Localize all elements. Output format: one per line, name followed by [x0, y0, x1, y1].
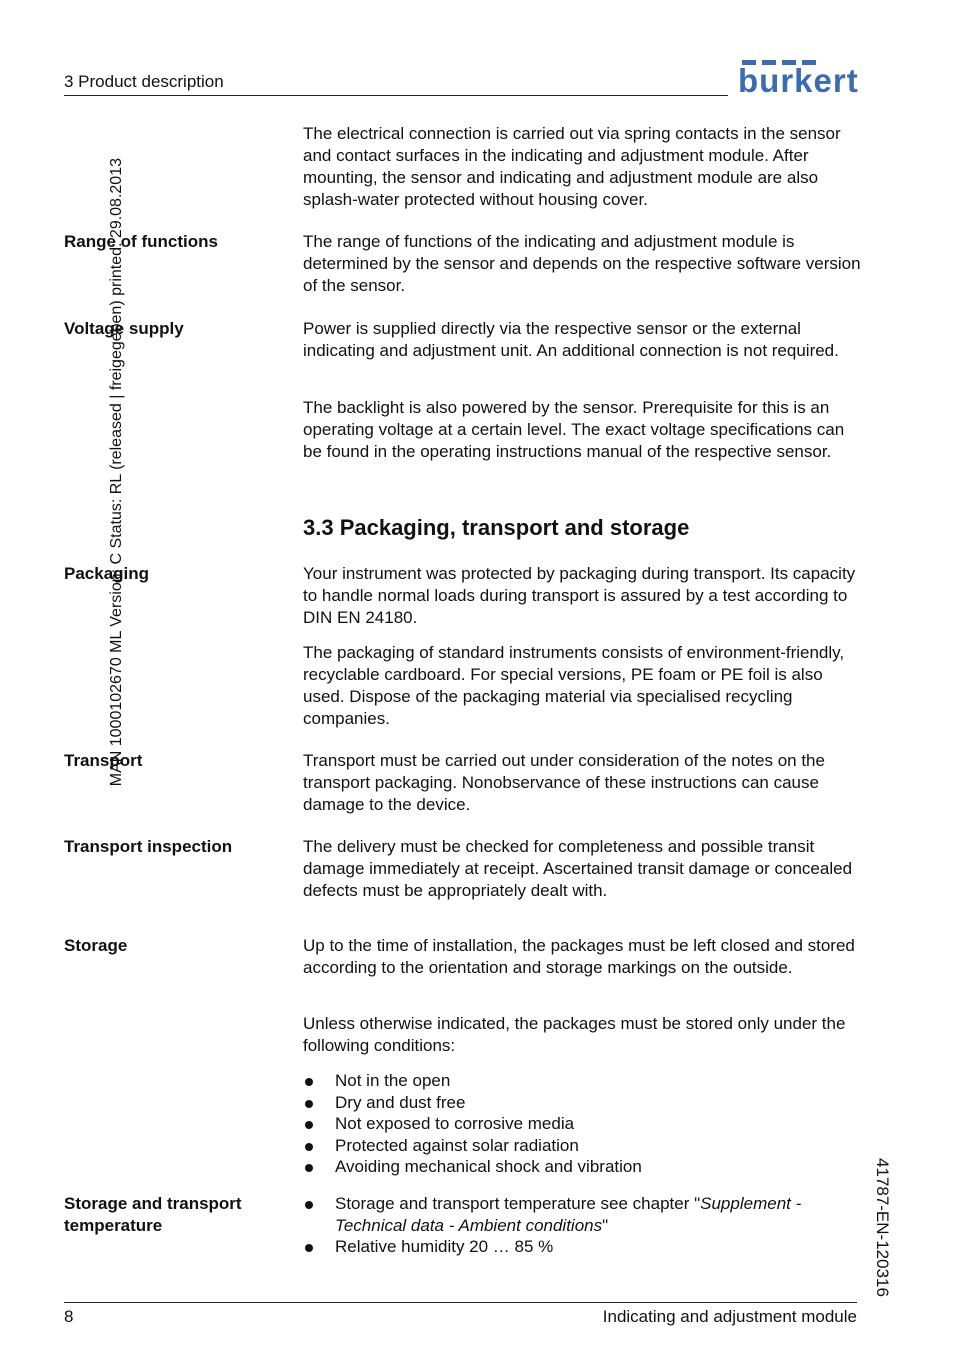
bullet-icon [305, 1143, 313, 1151]
bullet-icon [305, 1078, 313, 1086]
footer-title: Indicating and adjustment module [602, 1307, 857, 1326]
intro-paragraph: The electrical connection is carried out via spring contacts in the sensor and contact surfaces in the indicating and adjustment module. After mounting, the sensor and indicating and adjustment module are also splash-water protected without housing cover. [303, 124, 841, 209]
voltage-supply-text: Power is supplied directly via the respective sensor or the external indicating and adjustment unit. An additional connection is not required. [303, 319, 839, 360]
range-of-functions-label: Range of functions [64, 232, 218, 251]
list-item: Avoiding mechanical shock and vibration [303, 1156, 863, 1178]
storage-conditions-intro: Unless otherwise indicated, the packages must be stored only under the following conditions: [303, 1014, 846, 1055]
transport-inspection-label: Transport inspection [64, 837, 233, 856]
release-status-note: MAN 1000102670 ML Version: C Status: RL (released | freigegeben) printed: 29.08.2013 [108, 158, 125, 787]
list-item: Storage and transport temperature see chapter "Supplement - Technical data - Ambient conditions" [303, 1193, 863, 1236]
storage-label: Storage [64, 936, 128, 955]
list-item: Relative humidity 20 … 85 % [303, 1236, 863, 1258]
bullet-icon [305, 1164, 313, 1172]
transport-label: Transport [64, 751, 143, 770]
storage-conditions-list [303, 1070, 863, 1178]
footer-divider [64, 1302, 857, 1303]
running-header: 3 Product description [64, 72, 224, 91]
packaging-label: Packaging [64, 564, 150, 583]
bullet-icon [305, 1100, 313, 1108]
list-item: Not exposed to corrosive media [303, 1113, 863, 1135]
list-item: Protected against solar radiation [303, 1135, 863, 1157]
storage-text: Up to the time of installation, the packages must be left closed and stored according to the orientation and storage markings on the outside. [303, 936, 855, 977]
packaging-material-text: The packaging of standard instruments consists of environment-friendly, recyclable cardboard. For special versions, PE foam or PE foil is also used. Dispose of the packaging material via specialised recycling companies. [303, 643, 845, 728]
logo-wordmark: burkert [738, 62, 859, 99]
bullet-icon [305, 1121, 313, 1129]
section-heading: 3.3 Packaging, transport and storage [303, 515, 690, 540]
bullet-icon [305, 1244, 313, 1252]
header-divider [64, 95, 728, 96]
transport-text: Transport must be carried out under consideration of the notes on the transport packaging. Nonobservance of these instructions can cause damage to the device. [303, 751, 825, 814]
chapter-reference: Supplement - Technical data - Ambient conditions [335, 1194, 802, 1235]
backlight-text: The backlight is also powered by the sensor. Prerequisite for this is an operating voltage at a certain level. The exact voltage specifications can be found in the operating instructions manual of the respective sensor. [303, 398, 845, 461]
burkert-logo [738, 60, 858, 102]
list-item: Not in the open [303, 1070, 863, 1092]
page-number: 8 [64, 1307, 74, 1326]
voltage-supply-label: Voltage supply [64, 319, 184, 338]
temperature-list [303, 1193, 863, 1258]
packaging-text: Your instrument was protected by packaging during transport. Its capacity to handle normal loads during transport is assured by a test according to DIN EN 24180. [303, 564, 856, 627]
bullet-icon [305, 1201, 313, 1209]
temperature-label: Storage and transport temperature [64, 1194, 242, 1235]
transport-inspection-text: The delivery must be checked for completeness and possible transit damage immediately at receipt. Ascertained transit damage or concealed defects must be appropriately dealt with. [303, 837, 853, 900]
range-of-functions-text: The range of functions of the indicating and adjustment module is determined by the sensor and depends on the respective software version of the sensor. [303, 232, 861, 295]
document-code: 41787-EN-120316 [873, 1158, 892, 1297]
list-item: Dry and dust free [303, 1092, 863, 1114]
